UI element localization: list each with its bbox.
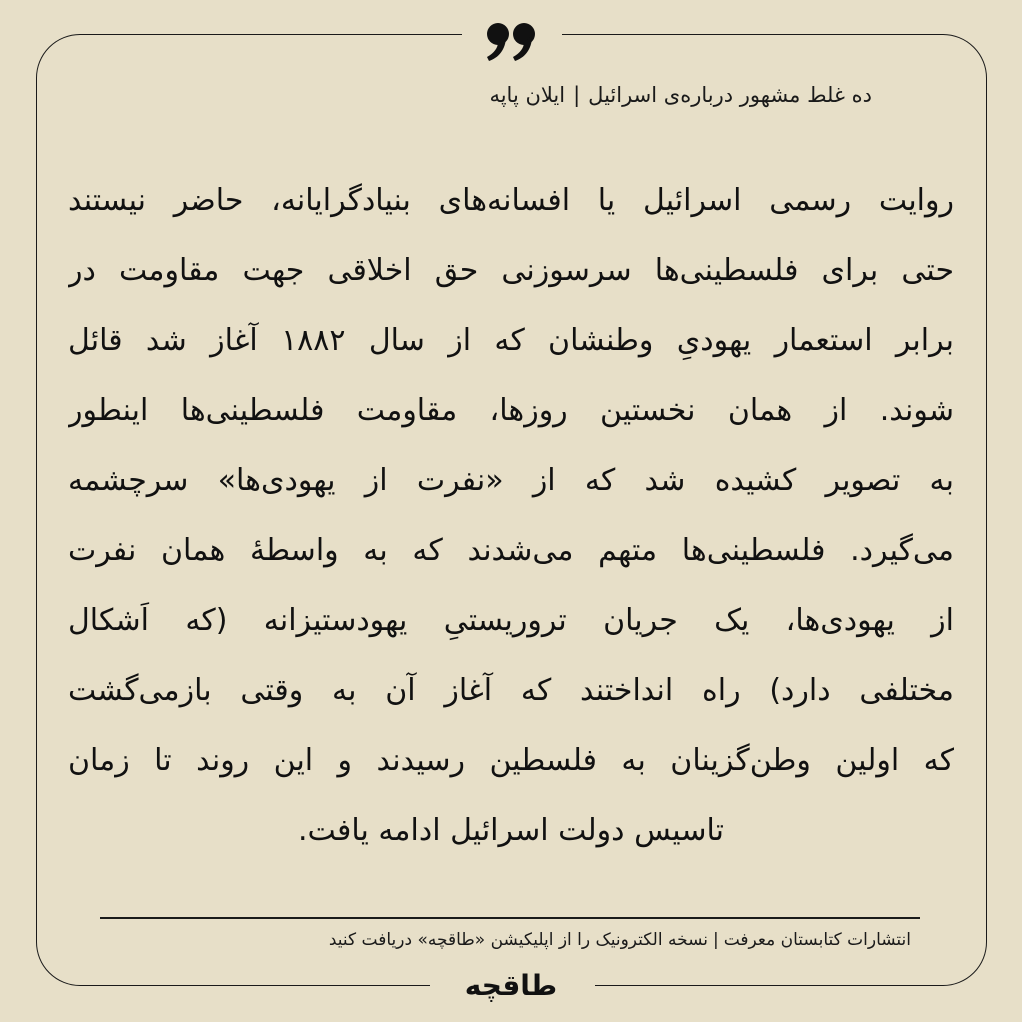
quote-line: تاسیس دولت اسرائیل ادامه یافت. bbox=[297, 813, 724, 848]
quote-line: حتی برای فلسطینی‌ها سرسوزنی حق اخلاقی جهت مقاومت در bbox=[68, 253, 954, 288]
quote-line: می‌گیرد. فلسطینی‌ها متهم می‌شدند که به واسطهٔ همان نفرت bbox=[68, 533, 954, 568]
quotation-mark-icon bbox=[484, 18, 540, 64]
book-title: ده غلط مشهور درباره‌ی اسرائیل bbox=[588, 83, 872, 107]
taaghche-logo: طاقچه bbox=[464, 969, 558, 1002]
download-cta: نسخه الکترونیک را از اپلیکیشن «طاقچه» دریافت کنید bbox=[328, 930, 708, 950]
quote-line: شوند. از همان نخستین روزها، مقاومت فلسطینی‌ها اینطور bbox=[68, 393, 954, 428]
quote-line: مختلفی دارد) راه انداختند که آغاز آن به وقتی بازمی‌گشت bbox=[68, 673, 954, 708]
quote-line: روایت رسمی اسرائیل یا افسانه‌های بنیادگرایانه، حاضر نیستند bbox=[68, 183, 954, 218]
header-separator: | bbox=[573, 83, 581, 107]
quote-line: از یهودی‌ها، یک جریان تروریستیِ یهودستیزانه (که اَشکال bbox=[68, 603, 954, 638]
footer-divider bbox=[100, 917, 920, 919]
quote-line: به تصویر کشیده شد که از «نفرت از یهودی‌ها» سرچشمه bbox=[68, 463, 954, 498]
quote-text bbox=[68, 170, 954, 870]
footer-separator: | bbox=[712, 930, 719, 950]
publisher-name: انتشارات کتابستان معرفت bbox=[723, 930, 911, 950]
quote-line: برابر استعمار یهودیِ وطنشان که از سال ۱۸۸۲ آغاز شد قائل bbox=[68, 323, 954, 358]
quote-line: که اولین وطن‌گزینان به فلسطین رسیدند و این روند تا زمان bbox=[68, 743, 954, 778]
book-header bbox=[489, 80, 872, 110]
footer-credits bbox=[329, 927, 911, 953]
author-name: ایلان پاپه bbox=[489, 83, 566, 107]
